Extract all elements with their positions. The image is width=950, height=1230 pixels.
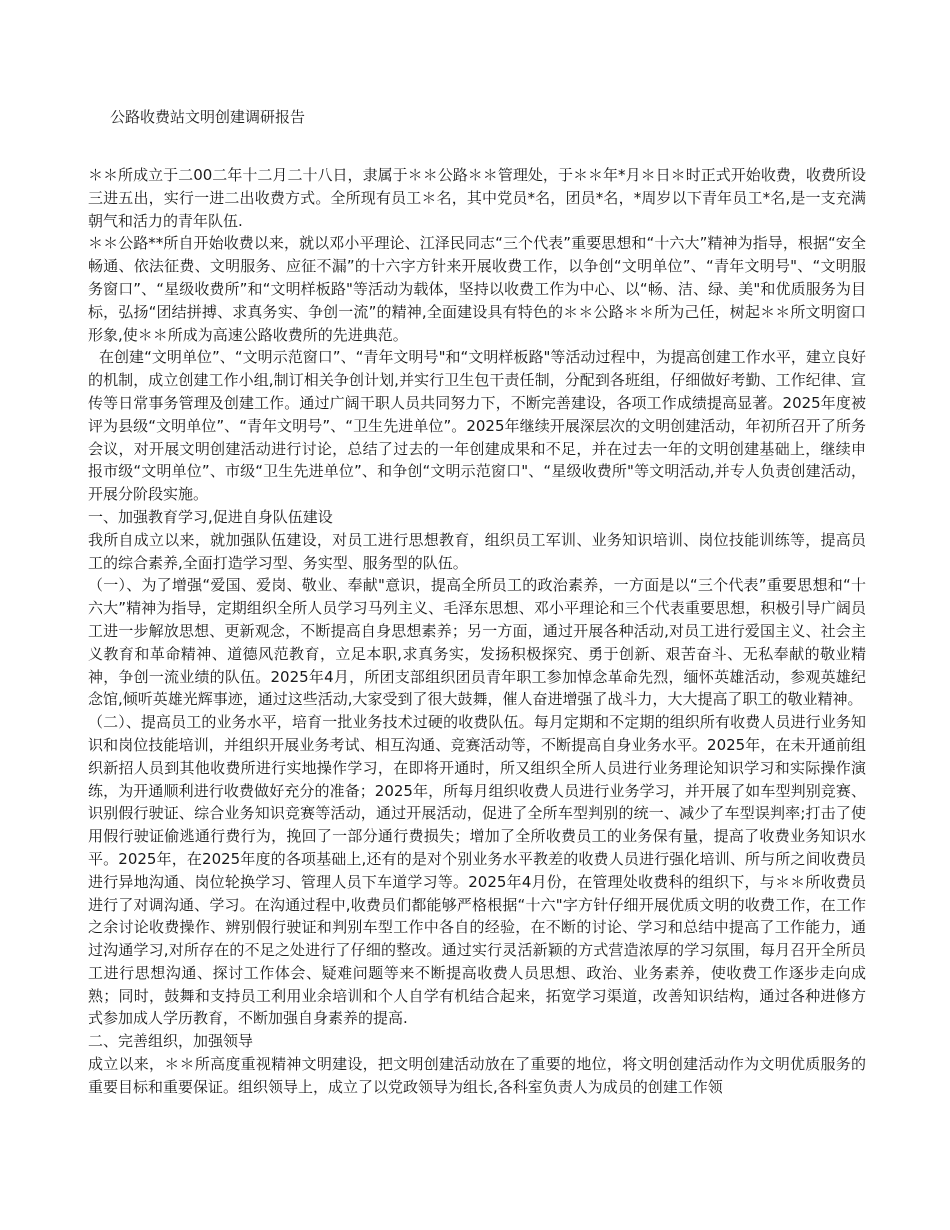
paragraph-creation-activities: 在创建“文明单位”、“文明示范窗口”、“青年文明号"和“文明样板路"等活动过程中，为提高创建工作水平，建立良好的机制，成立创建工作小组,制订相关争创计划,并实行卫生包干责任制，分配到各班组，仔细做好考勤、工作纪律、宣传等日常事务管理及创建工作。通过广阔干职人员共同努力下，不断完善建设，各项工作成绩提高显著。2025年度被评为县级“文明单位”、“青年文明号”、“卫生先进单位”。2025年继续开展深层次的文明创建活动，年初所召开了所务会议，对开展文明创建活动进行讨论，总结了过去的一年创建成果和不足，并在过去一年的文明创建基础上，继续申报市级“文明单位”、市级“卫生先进单位”、和争创“文明示范窗口"、“星级收费所"等文明活动,并专人负责创建活动，开展分阶段实施。 [88,348,866,504]
section-heading-2: 二、完善组织，加强领导 [88,1032,254,1051]
paragraph-team-building: 我所自成立以来，就加强队伍建设，对员工进行思想教育，组织员工军训、业务知识培训、岗位技能训练等，提高员工的综合素养,全面打造学习型、务实型、服务型的队伍。 [88,530,866,572]
paragraph-business-training: （二）、提高员工的业务水平，培育一批业务技术过硬的收费队伍。每月定期和不定期的组织所有收费人员进行业务知识和岗位技能培训，并组织开展业务考试、相互沟通、竞赛活动等，不断提高自身业务水平。2025年，在未开通前组织新招人员到其他收费所进行实地操作学习，在即将开通时，所又组织全所人员进行业务理论知识学习和实际操作演练，为开通顺利进行收费做好充分的准备；2025年，所每月组织收费人员进行业务学习，并开展了如车型判别竞赛、识别假行驶证、综合业务知识竞赛等活动，通过开展活动，促进了全所车型判别的统一、减少了车型误判率;打击了使用假行驶证偷逃通行费行为，挽回了一部分通行费损失；增加了全所收费员工的业务保有量，提高了收费业务知识水平。2025年，在2025年度的各项基础上,还有的是对个别业务水平教差的收费人员进行强化培训、所与所之间收费员进行异地沟通、岗位轮换学习、管理人员下车道学习等。2025年4月份，在管理处收费科的组织下，与＊＊所收费员进行了对调沟通、学习。在沟通过程中,收费员们都能够严格根据“十六"字方针仔细开展优质文明的收费工作，在工作之余讨论收费操作、辨别假行驶证和判别车型工作中各自的经验，在不断的讨论、学习和总结中提高了工作能力，通过沟通学习,对所存在的不足之处进行了仔细的整改。通过实行灵活新颖的方式营造浓厚的学习氛围，每月召开全所员工进行思想沟通、探讨工作体会、疑难问题等来不断提高收费人员思想、政治、业务素养，使收费工作逐步走向成熟；同时，鼓舞和支持员工利用业余培训和个人自学有机结合起来，拓宽学习渠道，改善知识结构，通过各种进修方式参加成人学历教育，不断加强自身素养的提高. [88,713,866,1028]
paragraph-guiding-principles: ＊＊公路**所自开始收费以来，就以邓小平理论、江泽民同志“三个代表”重要思想和“十六大”精神为指导，根据“安全畅通、依法征费、文明服务、应征不漏”的十六字方针来开展收费工作，以争创“文明单位”、“青年文明号"、“文明服务窗口”、“星级收费所”和“文明样板路"等活动为载体，坚持以收费工作为中心、以“畅、洁、绿、美"和优质服务为目标，弘扬“团结拼搏、求真务实、争创一流”的精神,全面建设具有特色的＊＊公路＊＊所为己任，树起＊＊所文明窗口形象,使＊＊所成为高速公路收费所的先进典范。 [88,234,866,344]
document-body [88,164,866,1099]
paragraph-organization: 成立以来，＊＊所高度重视精神文明建设，把文明创建活动放在了重要的地位，将文明创建活动作为文明优质服务的重要目标和重要保证。组织领导上，成立了以党政领导为组长,各科室负责人为成员的创建工作领 [88,1055,866,1096]
paragraph-intro: ＊＊所成立于二00二年十二月二十八日，隶属于＊＊公路＊＊管理处，于＊＊年*月＊日＊时正式开始收费，收费所设三进五出，实行一进二出收费方式。全所现有员工＊名，其中党员*名，团员*名，*周岁以下青年员工*名,是一支充满朝气和活力的青年队伍. [88,166,866,230]
document-title: 公路收费站文明创建调研报告 [110,108,306,126]
section-heading-1: 一、加强教育学习,促进自身队伍建设 [88,507,333,526]
paragraph-political-education: （一）、为了增强“爱国、爱岗、敬业、奉献"意识，提高全所员工的政治素养，一方面是以“三个代表”重要思想和“十六大”精神为指导，定期组织全所人员学习马列主义、毛泽东思想、邓小平理论和三个代表重要思想，积极引导广阔员工进一步解放思想、更新观念，不断提高自身思想素养；另一方面，通过开展各种活动,对员工进行爱国主义、社会主义教育和革命精神、道德风范教育，立足本职,求真务实，发扬积极探究、勇于创新、艰苦奋斗、无私奉献的敬业精神，争创一流业绩的队伍。2025年4月，所团支部组织团员青年职工参加悼念革命先烈，缅怀英雄活动，参观英雄纪念馆,倾听英雄光辉事迹，通过这些活动,大家受到了很大鼓舞，催人奋进增强了战斗力，大大提高了职工的敬业精神。 [88,576,866,709]
